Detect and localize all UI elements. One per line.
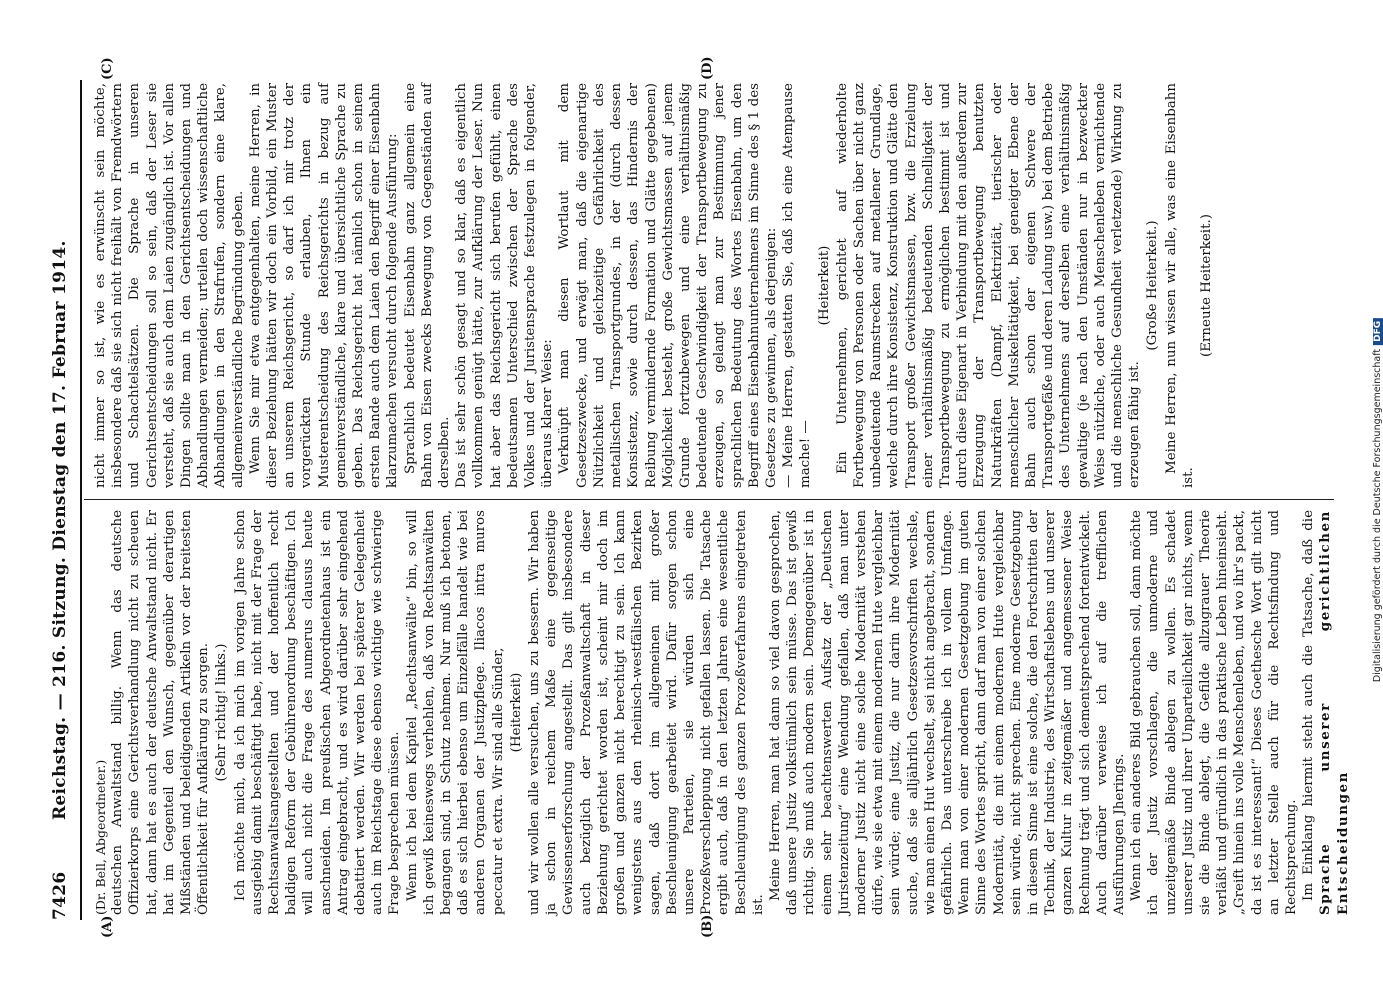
paragraph: nicht immer so ist, wie es erwünscht sein möchte, insbesondere daß sie sich nicht freihält von Fremdwörtern und Schachtelsätzen. Die Sprache in unseren Gerichtsentscheidungen soll so sein, daß der Leser sie versteht, daß sie auch dem Laien zugänglich ist. Vor allen Dingen sollte man in den Gerichtsentscheidungen und Abhandlungen vermeiden; urteilen doch wissenschaftliche Abhandlungen in den Strafrufen, sondern eine klare, allgemeinverständliche Begründung geben. bbox=[93, 83, 246, 488]
page-title: Reichstag. — 216. Sitzung. Dienstag den 17. Februar 1914. bbox=[50, 240, 70, 820]
page-header bbox=[50, 80, 78, 920]
paragraph: Wenn ich ein anderes Bild gebrauchen soll, dann möchte ich der Justiz vorschlagen, die unmoderne und unzeitgemäße Binde ablegen zu wollen. Es schadet unserer Justiz und ihrer Unparteilichkeit gar nichts, wenn sie die Binde ablegt, die Gefilde allzugrauer Theorie verläßt und gründlich in das praktische Leben hineinsieht. „Greift hinein ins volle Menschenleben, und wo ihr's packt, da ist es interessant!“ Dieses Goethesche Wort gilt nicht an letzter Stelle auch für die Rechtsfindung und Rechtsprechung. bbox=[1129, 510, 1300, 915]
right-column bbox=[92, 83, 1332, 488]
paragraph-text: Im Einklang hiermit steht auch die Tatsache, daß die bbox=[1301, 510, 1317, 901]
dfg-logo: DFG bbox=[1373, 318, 1383, 345]
interjection: (Erneute Heiterkeit.) bbox=[1199, 214, 1214, 357]
left-column bbox=[92, 510, 1351, 915]
paragraph: — Meine Herren, gestatten Sie, daß ich eine Atempause mache! — bbox=[781, 83, 814, 488]
quotation: Ein Unternehmen, gerichtet auf wiederholte Fortbewegung von Personen oder Sachen über nicht ganz unbedeutende Raumstrecken auf metallener Grundlage, welche durch ihre Konsistenz, Konstruktion und Glätte den Transport großer Gewichtsmassen, bzw. die Erzielung einer verhältnismäßig bedeutenden Schnelligkeit der Transportbewegung zu ermöglichen bestimmt ist und durch diese Eigenart in Verbindung mit den außerdem zur Erzeugung der Transportbewegung benutzten Naturkräften (Dampf, Elektrizität, tierischer oder menschlicher Muskeltätigkeit, bei geneigter Ebene der Bahn auch schon der eigenen Schwere der Transportgefäße und deren Ladung usw.) bei dem Betriebe des Unternehmens auf derselben eine verhältnismäßig gewaltige (je nach den Umständen nur in bezweckter Weise nützliche, oder auch Menschenleben vernichtende und die menschliche Gesundheit verletzende) Wirkung zu erzeugen fähig ist. bbox=[834, 83, 1143, 488]
paragraph: und wir wollen alle versuchen, uns zu bessern. Wir haben ja schon in reichem Maße eine gegenseitige Gewissenserforschung angestellt. Das gilt insbesondere auch bezüglich der Prozeßanwaltschaft in dieser Beziehung gerichtet worden ist, scheint mir doch im großen und ganzen nicht berechtigt zu sein. Ich kann wenigstens aus den rheinisch-westfälischen Bezirken sagen, daß dort im allgemeinen mit großer Beschleunigung gearbeitet wird. Dafür sorgen schon unsere Parteien, sie würden sich eine Prozeßverschleppung nicht gefallen lassen. Die Tatsache ergibt auch, daß in den letzten Jahren eine wesentliche Beschleunigung des ganzen Prozeßverfahrens eingetreten ist. bbox=[527, 510, 766, 915]
quotation: Sprachlich bedeutet Eisenbahn ganz allgemein eine Bahn von Eisen zwecks Bewegung von Gegenständen auf derselben. bbox=[402, 83, 453, 488]
interjection: (Heiterkeit) bbox=[508, 672, 524, 753]
interjection: (Heiterkeit) bbox=[816, 245, 832, 326]
emphasized-text: Sprache unserer gerichtlichen Entscheidungen bbox=[1317, 510, 1351, 915]
page-number: 7426 bbox=[50, 871, 70, 920]
margin-marker-c: (C) bbox=[100, 57, 115, 80]
interjection: (Große Heiterkeit.) bbox=[1145, 220, 1161, 351]
paragraph: Ich möchte mich, da ich mich im vorigen Jahre schon ausgiebig damit beschäftigt habe, nicht mit der Frage der Rechtsanwaltsangestellten und der hoffentlich recht baldigen Reform der Gebührenordnung beschäftigen. Ich will auch nicht die Frage des numerus clausus heute anschneiden. Im preußischen Abgeordnetenhaus ist ein Antrag eingebracht, und es wird darüber sehr eingehend debattiert werden. Wir werden bei späterer Gelegenheit auch im Reichstage diese ebenso wichtige wie schwierige Frage besprechen müssen. bbox=[232, 510, 403, 915]
margin-marker-b: (B) bbox=[700, 914, 715, 938]
column-divider bbox=[84, 499, 1334, 500]
paragraph bbox=[1300, 510, 1352, 915]
paragraph: Wenn ich bei dem Kapitel „Rechtsanwälte“ bin, so will ich gewiß keineswegs verhehlen, daß von Rechtsanwälten begangen sind, in Schutz nehmen. Nur muß ich betonen, daß es sich hierbei ebenso um Einzelfälle handelt wie bei anderen Organen der Justizpflege. Iliacos intra muros peccatur et extra. Wir sind alle Sünder, bbox=[404, 510, 506, 915]
digitization-note bbox=[1372, 318, 1383, 682]
paragraph: Meine Herren, man hat dann so viel davon gesprochen, daß unsere Justiz volkstümlich sein müsse. Das ist gewiß richtig. Sie muß auch modern sein. Demgegenüber ist in einem sehr beachtenswerten Aufsatz der „Deutschen Juristenzeitung“ eine Wendung gefallen, daß man unter moderner Justiz nicht eine solche Modernität verstehen dürfe, wie sie etwa mit einem modernen Hute vergleichbar sein würde; eine Justiz, die nur darin ihre Modernität suche, daß sie alljährlich Gesetzesvorschriften wechsle, wie man einen Hut wechselt, sei nicht angebracht, sondern gefährlich. Das unterschreibe ich in vollem Umfange. Wenn man von einer modernen Gesetzgebung im guten Sinne des Wortes spricht, dann darf man von einer solchen Modernität, die mit einem modernen Hute vergleichbar sein würde, nicht sprechen. Eine moderne Gesetzgebung in diesem Sinne ist eine solche, die den Fortschritten der Technik, der Industrie, des Wirtschaftslebens und unserer ganzen Kultur in zeitgemäßer und angemessener Weise Rechnung trägt und sich dementsprechend fortentwickelt. Auch darüber verweise ich auf die trefflichen Ausführungen Jherings. bbox=[767, 510, 1127, 915]
speaker-note: (Dr. Bell, Abgeordneter.) bbox=[93, 759, 108, 915]
paragraph: Das ist sehr schön gesagt und so klar, daß es eigentlich vollkommen genügt hätte, zur Aufklärung der Leser. Nun hat aber das Reichsgericht sich berufen gefühlt, einen bedeutsamen Unterschied zwischen der Sprache des Volkes und der Juristensprache festzulegen in folgender, überaus klarer Weise: bbox=[454, 83, 556, 488]
margin-marker-a: (A) bbox=[100, 915, 115, 938]
paragraph: Wenn Sie mir etwa entgegenhalten, meine Herren, in dieser Beziehung hätten wir doch ein Vorbild, ein Muster an unserem Reichsgericht, so darf ich mir trotz der vorgerückten Stunde erlauben, Ihnen ein Musterentscheidung des Reichsgerichts in bezug auf gemeinverständliche, klare und übersichtliche Sprache zu geben. Das Reichsgericht hat nämlich schon in seinem ersten Bande auch dem Laien den Begriff einer Eisenbahn klarzumachen versucht durch folgende Ausführung: bbox=[247, 83, 401, 488]
quotation: Verknüpft man diesen Wortlaut mit dem Gesetzeszwecke, und erwägt man, daß die eigenartige Nützlichkeit und gleichzeitige Gefährlichkeit des metallischen Transportgrundes, in der (durch dessen Konsistenz, sowie durch dessen, das Hindernis der Reibung vermindernde Formation und Glätte gegebenen) Möglichkeit besteht, große Gewichtsmassen auf jenem Grunde fortzubewegen und eine verhältnismäßig bedeutende Geschwindigkeit der Transportbewegung zu erzeugen, so gelangt man zur Bestimmung jener sprachlichen Bedeutung des Wortes Eisenbahn, um den Begriff eines Eisenbahnunternehmens im Sinne des § 1 des Gesetzes zu gewinnen, als derjenigen: bbox=[557, 83, 779, 488]
paragraph: Meine Herren, nun wissen wir alle, was eine Eisenbahn ist. bbox=[1163, 83, 1196, 488]
header-rule bbox=[80, 80, 82, 920]
interjection: (Sehr richtig! links.) bbox=[214, 643, 230, 782]
margin-marker-d: (D) bbox=[700, 56, 715, 80]
paragraph: deutschen Anwaltstand billig. Wenn das deutsche Offizierkorps eine Gerichtsverhandlung nicht zu scheuen hat, dann hat es auch der deutsche Anwaltstand nicht. Er hat im Gegenteil den Wunsch, gegenüber derartigen Mißständen und beleidigenden Artikeln vor der breitesten Öffentlichkeit für Aufklärung zu sorgen. bbox=[110, 510, 212, 915]
digitization-text: Digitalisierung gefördert durch die Deutsche Forschungsgemeinschaft bbox=[1372, 348, 1383, 683]
